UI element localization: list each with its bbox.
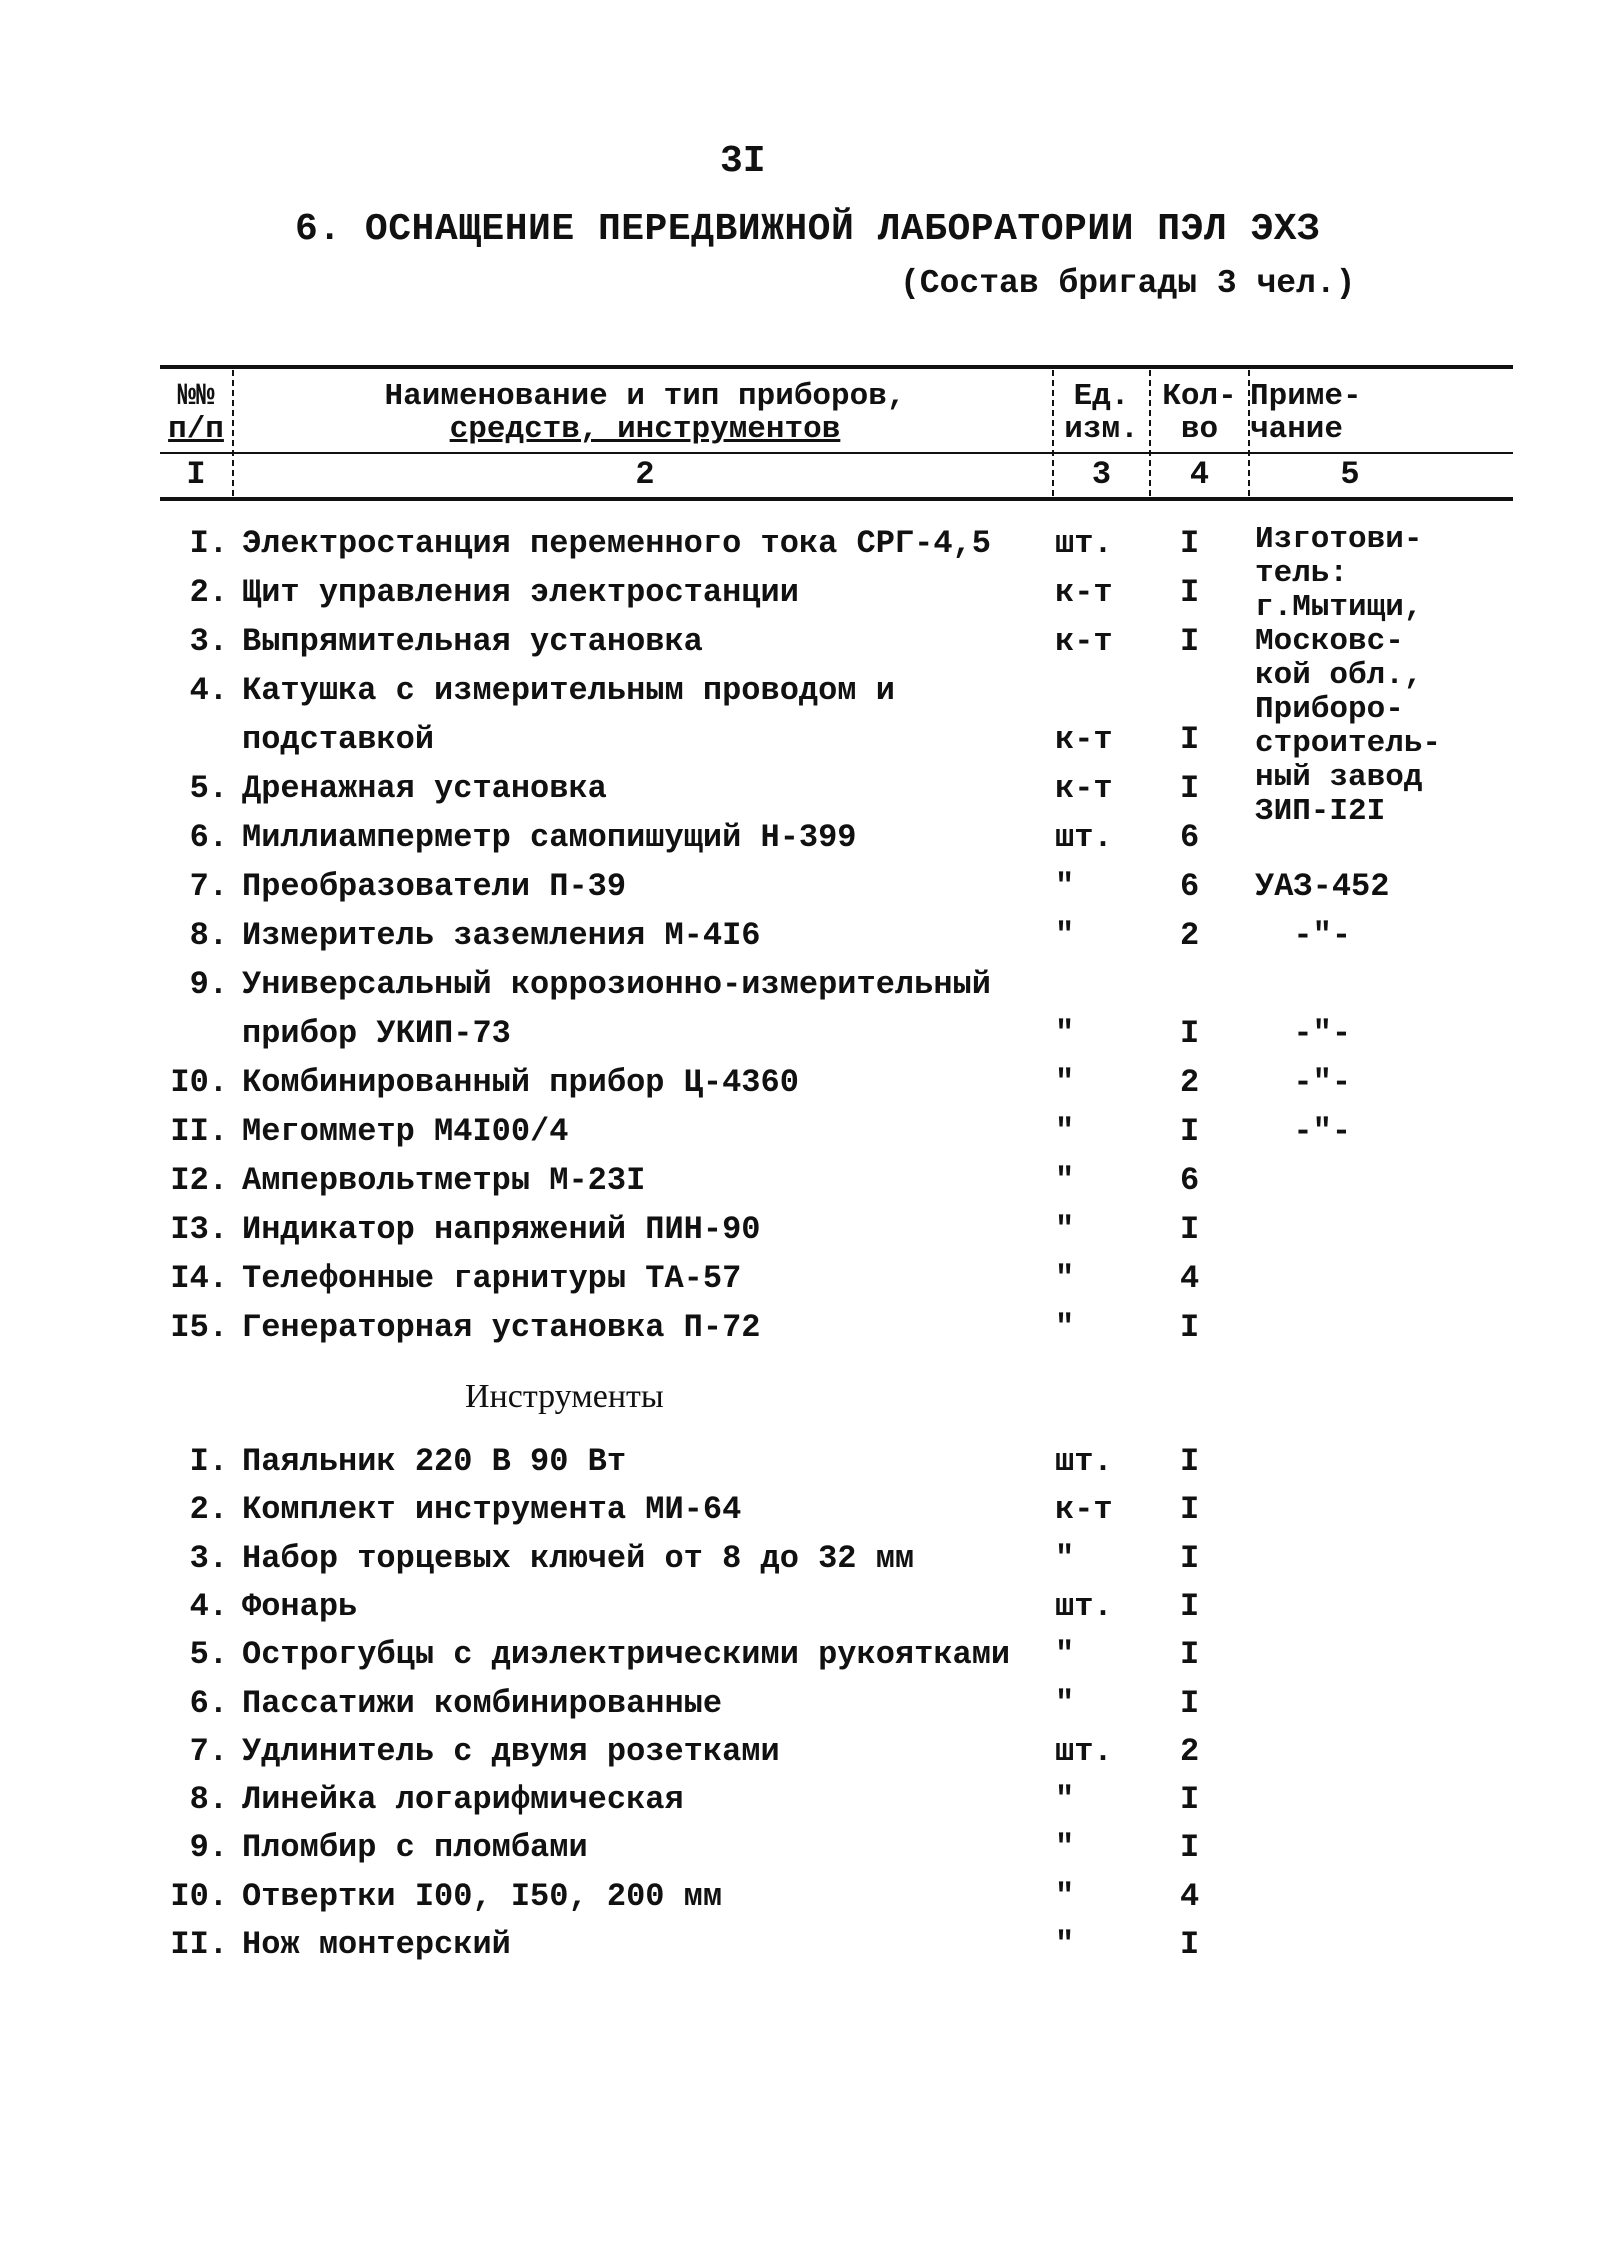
item-qty: I: [1180, 1309, 1200, 1346]
item-unit: шт.: [1055, 1732, 1113, 1770]
item-unit: ": [1055, 1260, 1075, 1297]
column-number-3: 3: [1091, 456, 1112, 493]
tools-section-title: Инструменты: [465, 1378, 664, 1415]
item-qty: 4: [1180, 1260, 1200, 1297]
item-qty: 2: [1180, 1064, 1200, 1101]
item-unit: ": [1055, 1636, 1075, 1674]
item-unit: к-т: [1055, 721, 1113, 758]
item-qty: 6: [1180, 868, 1200, 905]
item-number: 6.: [189, 819, 228, 856]
item-qty: 4: [1180, 1877, 1200, 1915]
item-number: 3.: [189, 1539, 228, 1577]
item-unit: ": [1055, 1877, 1075, 1915]
item-number: I0.: [170, 1064, 228, 1101]
item-note: -"-: [1255, 917, 1352, 954]
item-note: -"-: [1255, 1015, 1352, 1052]
item-number: 4.: [189, 1587, 228, 1625]
header-number-line2: п/п: [168, 412, 224, 447]
item-name: Дренажная установка: [242, 770, 607, 807]
item-number: I.: [189, 525, 228, 562]
item-name: Миллиамперметр самопишущий Н-399: [242, 819, 857, 856]
item-qty: I: [1180, 1211, 1200, 1248]
item-name: Преобразователи П-39: [242, 868, 627, 905]
column-separator: [232, 370, 234, 496]
item-name: Набор торцевых ключей от 8 до 32 мм: [242, 1539, 915, 1577]
header-number-line1: №№: [177, 379, 215, 414]
item-unit: к-т: [1055, 1491, 1113, 1529]
item-name: подставкой: [242, 721, 435, 758]
item-number: 9.: [189, 1829, 228, 1867]
item-unit: к-т: [1055, 770, 1113, 807]
item-number: I.: [189, 1443, 228, 1480]
column-number-2: 2: [635, 456, 655, 493]
item-number: I5.: [170, 1309, 228, 1346]
item-name: Катушка с измерительным проводом и: [242, 672, 895, 709]
page-number: 3I: [720, 140, 766, 183]
item-name: Комплект инструмента МИ-64: [242, 1491, 742, 1529]
item-name: Комбинированный прибор Ц-4360: [242, 1064, 799, 1101]
header-note-line1: Приме-: [1250, 379, 1362, 414]
item-name: Измеритель заземления М-4I6: [242, 917, 761, 954]
header-qty-line2: во: [1180, 412, 1219, 447]
column-number-4: 4: [1189, 456, 1210, 493]
page-title: 6. ОСНАЩЕНИЕ ПЕРЕДВИЖНОЙ ЛАБОРАТОРИИ ПЭЛ ЭХЗ: [295, 208, 1321, 251]
column-number-1: I: [186, 456, 206, 493]
item-number: 2.: [189, 574, 228, 611]
item-unit: ": [1055, 1684, 1075, 1722]
item-qty: I: [1180, 1539, 1200, 1577]
item-qty: I: [1180, 1491, 1200, 1529]
item-number: 9.: [189, 966, 228, 1003]
header-unit-line1: Ед.: [1073, 379, 1130, 414]
item-qty: 6: [1180, 1162, 1200, 1199]
item-qty: 2: [1180, 1732, 1200, 1770]
item-note: -"-: [1255, 1113, 1352, 1150]
item-number: 7.: [189, 1732, 228, 1770]
item-name: Нож монтерский: [242, 1926, 511, 1963]
item-name: Индикатор напряжений ПИН-90: [242, 1211, 761, 1248]
header-name-line1: Наименование и тип приборов,: [384, 379, 906, 414]
item-name: Фонарь: [242, 1587, 358, 1625]
item-number: II.: [170, 1113, 228, 1150]
item-qty: I: [1180, 770, 1200, 807]
item-unit: ": [1055, 1064, 1075, 1101]
item-qty: I: [1180, 574, 1200, 611]
item-unit: ": [1055, 1829, 1075, 1867]
item-note: -"-: [1255, 1064, 1352, 1101]
item-unit: ": [1055, 1113, 1075, 1150]
header-unit-line2: изм.: [1064, 412, 1139, 447]
item-name: Удлинитель с двумя розетками: [242, 1732, 780, 1770]
item-qty: I: [1180, 721, 1200, 758]
item-number: II.: [170, 1926, 228, 1963]
item-unit: шт.: [1055, 1587, 1113, 1625]
item-name: Паяльник 220 В 90 Вт: [242, 1443, 627, 1480]
item-unit: шт.: [1055, 525, 1113, 562]
item-number: I2.: [170, 1162, 228, 1199]
item-unit: ": [1055, 1539, 1075, 1577]
item-unit: ": [1055, 1781, 1075, 1819]
manufacturer-note: Изготови- тель: г.Мытищи, Московс- кой обл., Приборо- строитель- ный завод ЗИП-I2I: [1255, 522, 1442, 829]
item-name: Телефонные гарнитуры ТА-57: [242, 1260, 742, 1297]
header-name-line2: средств, инструментов: [449, 412, 841, 447]
item-qty: I: [1180, 525, 1200, 562]
header-note-line2: чание: [1250, 412, 1344, 447]
item-name: Пассатижи комбинированные: [242, 1684, 723, 1722]
item-unit: к-т: [1055, 623, 1113, 660]
item-qty: I: [1180, 1113, 1200, 1150]
item-qty: I: [1180, 1443, 1200, 1480]
item-qty: I: [1180, 1015, 1200, 1052]
item-name: Электростанция переменного тока СРГ-4,5: [242, 525, 991, 562]
item-qty: I: [1180, 623, 1200, 660]
item-name: Отвертки I00, I50, 200 мм: [242, 1877, 723, 1915]
header-note: [1250, 380, 1370, 446]
item-qty: I: [1180, 1636, 1200, 1674]
column-number-5: 5: [1340, 456, 1360, 493]
item-number: 3.: [189, 623, 228, 660]
item-name: Генераторная установка П-72: [242, 1309, 761, 1346]
item-qty: 2: [1180, 917, 1200, 954]
header-middle-rule: [160, 452, 1513, 454]
header-bottom-rule: [160, 497, 1513, 501]
header-top-rule: [160, 365, 1513, 369]
item-number: 8.: [189, 917, 228, 954]
item-unit: ": [1055, 868, 1075, 905]
item-qty: I: [1180, 1926, 1200, 1963]
item-number: I0.: [170, 1877, 228, 1915]
item-unit: ": [1055, 1211, 1075, 1248]
header-number: [160, 380, 232, 446]
item-unit: ": [1055, 1015, 1075, 1052]
item-qty: I: [1180, 1781, 1200, 1819]
item-number: 7.: [189, 868, 228, 905]
item-number: 2.: [189, 1491, 228, 1529]
item-name: Линейка логарифмическая: [242, 1781, 684, 1819]
item-name: Выпрямительная установка: [242, 623, 703, 660]
item-qty: I: [1180, 1684, 1200, 1722]
header-name: [240, 380, 1050, 446]
header-qty-line1: Кол-: [1162, 379, 1237, 414]
item-unit: ": [1055, 1162, 1075, 1199]
page-subtitle: (Состав бригады 3 чел.): [900, 265, 1356, 302]
item-number: 4.: [189, 672, 228, 709]
item-name: Ампервольтметры М-23I: [242, 1162, 646, 1199]
item-name: Мегомметр М4I00/4: [242, 1113, 569, 1150]
item-number: 8.: [189, 1781, 228, 1819]
item-name: Пломбир с пломбами: [242, 1829, 588, 1867]
header-unit: [1054, 380, 1149, 446]
item-unit: шт.: [1055, 1443, 1113, 1480]
item-name: Острогубцы с диэлектрическими рукоятками: [242, 1636, 1011, 1674]
item-unit: ": [1055, 1926, 1075, 1963]
item-unit: ": [1055, 917, 1075, 954]
item-qty: I: [1180, 1587, 1200, 1625]
item-name: прибор УКИП-73: [242, 1015, 511, 1052]
item-note: УАЗ-452: [1255, 868, 1390, 905]
item-qty: 6: [1180, 819, 1200, 856]
item-name: Универсальный коррозионно-измерительный: [242, 966, 991, 1003]
item-unit: шт.: [1055, 819, 1113, 856]
item-name: Щит управления электростанции: [242, 574, 799, 611]
item-number: 6.: [189, 1684, 228, 1722]
item-unit: ": [1055, 1309, 1075, 1346]
item-unit: к-т: [1055, 574, 1113, 611]
item-qty: I: [1180, 1829, 1200, 1867]
item-number: 5.: [189, 770, 228, 807]
header-qty: [1151, 380, 1248, 446]
item-number: 5.: [189, 1636, 228, 1674]
item-number: I4.: [170, 1260, 228, 1297]
item-number: I3.: [170, 1211, 228, 1248]
